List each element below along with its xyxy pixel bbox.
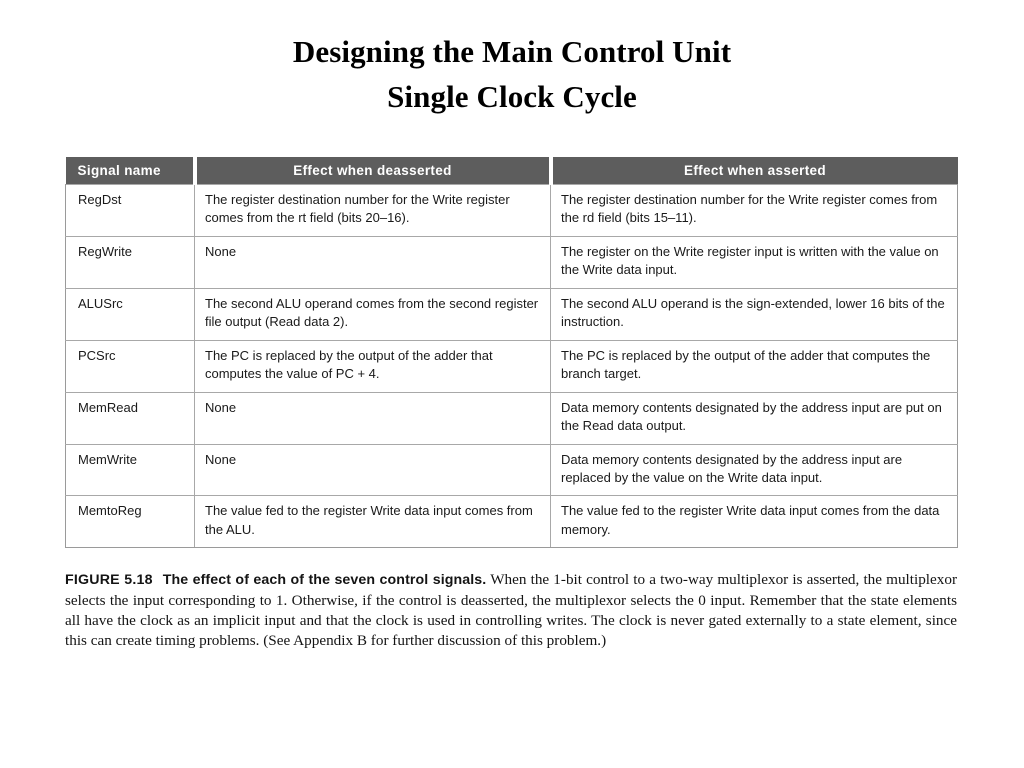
cell-signal-name: MemRead: [66, 392, 195, 444]
column-header-signal-name: Signal name: [66, 157, 195, 185]
table-row: [66, 392, 958, 444]
cell-effect-deasserted: The PC is replaced by the output of the adder that computes the value of PC + 4.: [195, 340, 551, 392]
table-row: [66, 236, 958, 288]
figure-caption-label: FIGURE 5.18: [65, 572, 153, 589]
figure-caption-lead: The effect of each of the seven control signals.: [162, 572, 487, 589]
cell-effect-asserted: The register destination number for the Write register comes from the rd field (bits 15–11).: [551, 185, 958, 237]
table-row: [66, 288, 958, 340]
cell-effect-deasserted: None: [195, 236, 551, 288]
figure-caption-body: When the 1-bit control to a two-way multiplexor is asserted, the multiplexor selects the input corresponding to 1. Otherwise, if the control is deasserted, the multiplexor selects the 0 input. Remember that the state elements all have the clock as an implicit input and that the clock is used in controlling writes. The clock is never gated externally to a state element, since this can create timing problems. (See Appendix B for further discussion of this problem.): [65, 571, 958, 650]
figure-caption: [65, 570, 957, 651]
cell-effect-deasserted: The register destination number for the Write register comes from the rt field (bits 20–16).: [195, 185, 551, 237]
cell-signal-name: RegDst: [66, 185, 195, 237]
column-header-effect-asserted: Effect when asserted: [551, 157, 958, 185]
cell-effect-asserted: The second ALU operand is the sign-extended, lower 16 bits of the instruction.: [551, 288, 958, 340]
cell-signal-name: MemWrite: [66, 444, 195, 496]
cell-signal-name: RegWrite: [66, 236, 195, 288]
cell-effect-deasserted: The value fed to the register Write data input comes from the ALU.: [195, 496, 551, 548]
cell-effect-asserted: The value fed to the register Write data input comes from the data memory.: [551, 496, 958, 548]
page-title-line-1: Designing the Main Control Unit: [292, 34, 732, 69]
table-row: [66, 185, 958, 237]
column-header-effect-deasserted: Effect when deasserted: [195, 157, 551, 185]
cell-effect-asserted: Data memory contents designated by the address input are put on the Read data output.: [551, 392, 958, 444]
page-title-line-2: Single Clock Cycle: [387, 78, 637, 114]
table-header: [66, 157, 958, 185]
cell-effect-asserted: Data memory contents designated by the address input are replaced by the value on the Write data input.: [551, 444, 958, 496]
table-header-row: [66, 157, 958, 185]
control-signals-table: [65, 157, 958, 548]
cell-signal-name: ALUSrc: [66, 288, 195, 340]
cell-effect-deasserted: None: [195, 444, 551, 496]
table-row: [66, 340, 958, 392]
cell-effect-asserted: The PC is replaced by the output of the adder that computes the branch target.: [551, 340, 958, 392]
table-row: [66, 496, 958, 548]
cell-signal-name: PCSrc: [66, 340, 195, 392]
table-row: [66, 444, 958, 496]
cell-effect-asserted: The register on the Write register input is written with the value on the Write data input.: [551, 236, 958, 288]
figure-block: [65, 157, 957, 652]
page-title: [0, 30, 1024, 120]
cell-effect-deasserted: None: [195, 392, 551, 444]
cell-effect-deasserted: The second ALU operand comes from the second register file output (Read data 2).: [195, 288, 551, 340]
table-body: [66, 185, 958, 548]
cell-signal-name: MemtoReg: [66, 496, 195, 548]
